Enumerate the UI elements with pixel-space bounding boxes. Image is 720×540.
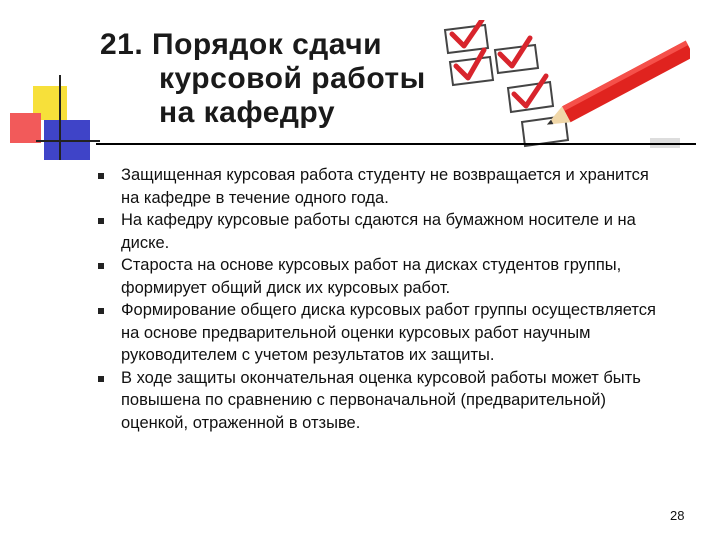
bullet-square-icon [98,376,104,382]
bullet-text: Староста на основе курсовых работ на дисках студентов группы, формирует общий диск их курсовых работ. [121,256,622,297]
red-square [10,113,41,143]
bullet-text: В ходе защиты окончательная оценка курсовой работы может быть повышена по сравнению с первоначальной (предварительной) оценкой, отраженной в отзыве. [121,368,641,432]
bullet-text: На кафедру курсовые работы сдаются на бумажном носителе и на диске. [121,211,636,252]
bullet-square-icon [98,263,104,269]
title-line-3: на кафедру [159,96,336,129]
pencil [543,41,690,133]
bullet-square-icon [98,173,104,179]
bullet-list [98,164,658,434]
bullet-square-icon [98,308,104,314]
bullet-text: Формирование общего диска курсовых работ группы осуществляется на основе предварительной оценки курсовых работ научным руководителем с учетом результатов их защиты. [121,301,656,364]
list-item [98,164,658,209]
bullet-text: Защищенная курсовая работа студенту не возвращается и хранится на кафедре в течение одного года. [121,166,649,207]
page-number: 28 [670,508,685,523]
list-item [98,254,658,299]
list-item [98,209,658,254]
title-line-1: 21. Порядок сдачи [100,28,383,61]
title-divider [96,143,696,145]
list-item [98,367,658,435]
bullet-square-icon [98,218,104,224]
checklist-pencil-image [440,20,690,160]
slide-title [100,28,460,130]
title-line-2: курсовой работы [159,62,426,95]
list-item [98,299,658,367]
